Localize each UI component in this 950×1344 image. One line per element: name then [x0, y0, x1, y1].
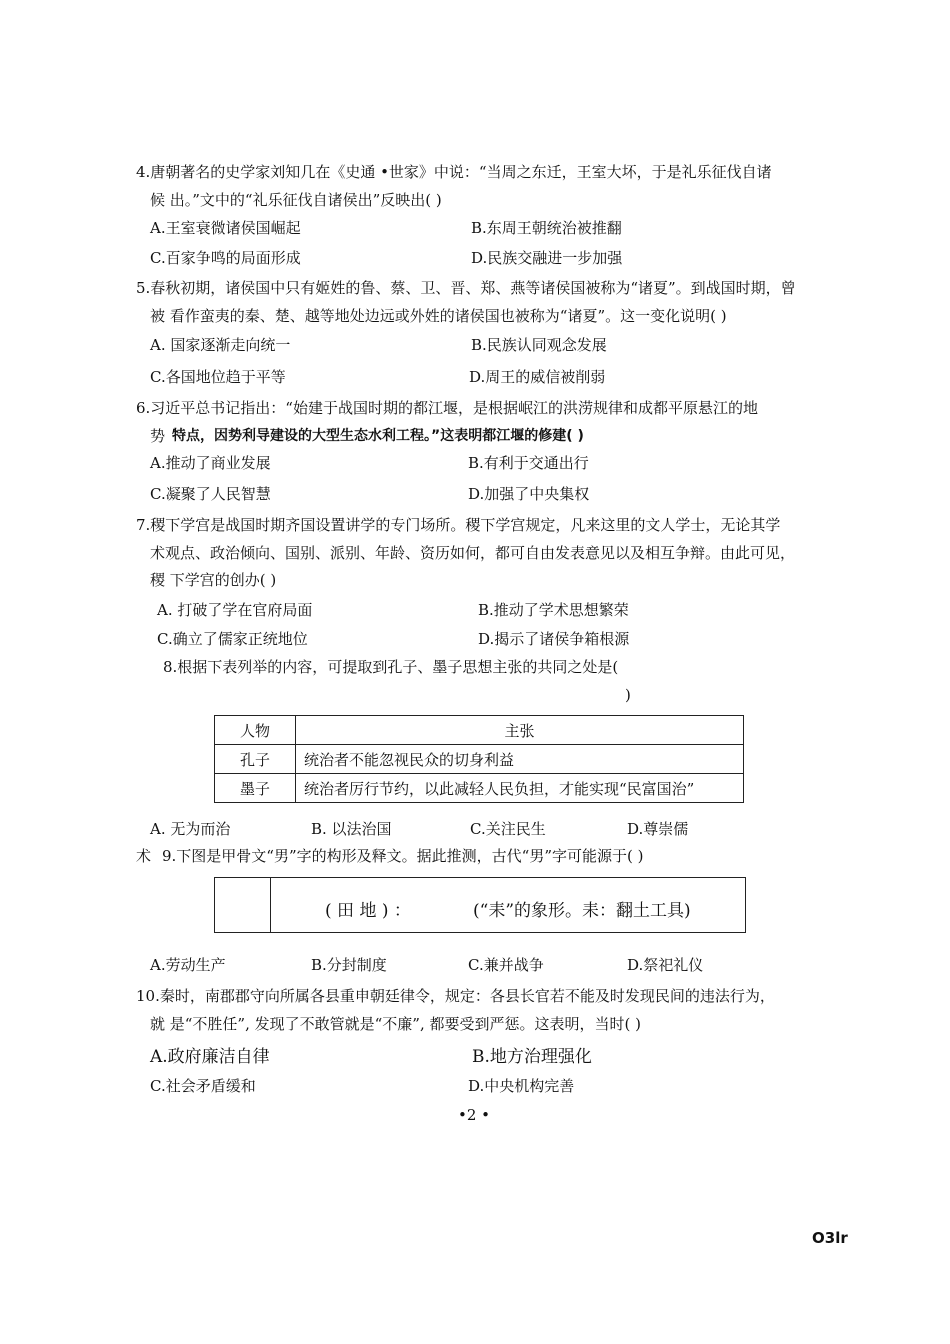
table-header-row	[215, 716, 744, 745]
q9-option-d: D.祭祀礼仪	[627, 956, 704, 974]
q9-option-a: A.劳动生产	[150, 956, 226, 974]
q8-option-a: A. 无为而治	[150, 820, 231, 838]
table-cell: 墨子	[215, 774, 296, 803]
q9-box-left-text: ( 田 地 ) ：	[325, 901, 411, 921]
q10-option-d: D.中央机构完善	[468, 1077, 575, 1095]
q4-stem-line1: 4.唐朝著名的史学家刘知几在《史通 •世家》中说：“当周之东迁，王室大坏，于是礼乐征伐自诸	[136, 163, 772, 181]
corner-mark: O3lr	[812, 1229, 848, 1247]
q10-stem-line1: 10.秦时，南郡郡守向所属各县重申朝廷律令，规定：各县长官若不能及时发现民间的违法行为，	[136, 987, 775, 1005]
q8-option-d: D.尊崇儒	[627, 820, 689, 838]
q5-option-a: A. 国家逐渐走向统一	[150, 336, 291, 354]
q7-stem-line2: 术观点、政治倾向、国别、派别、年龄、资历如何，都可自由发表意见以及相互争辩。由此可见，	[150, 544, 796, 562]
q9-option-c: C.兼并战争	[468, 956, 544, 974]
q6-option-c: C.凝聚了人民智慧	[150, 485, 271, 503]
q6-stem-line1: 6.习近平总书记指出：“始建于战国时期的都江堰，是根据岷江的洪涝规律和成都平原悬江的地	[136, 399, 758, 417]
table-header-cell: 人物	[215, 716, 296, 745]
q4-option-a: A.王室衰微诸侯国崛起	[150, 219, 301, 237]
q8-stem-line1: 8.根据下表列举的内容，可提取到孔子、墨子思想主张的共同之处是(	[163, 658, 619, 676]
table-row	[215, 745, 744, 774]
q10-option-a: A.政府廉洁自律	[150, 1047, 270, 1067]
table-header-cell: 主张	[296, 716, 744, 745]
q7-stem-line1: 7.稷下学宫是战国时期齐国设置讲学的专门场所。稷下学宫规定，凡来这里的文人学士，无论其学	[136, 516, 781, 534]
table-cell: 统治者厉行节约，以此减轻人民负担，才能实现“民富国治”	[296, 774, 744, 803]
q6-option-b: B.有利于交通出行	[468, 454, 589, 472]
q10-option-c: C.社会矛盾缓和	[150, 1077, 256, 1095]
q9-stem-line1: 9.下图是甲骨文“男”字的构形及释文。据此推测，古代“男”字可能源于( )	[162, 847, 644, 865]
q5-stem-line1: 5.春秋初期，诸侯国中只有姬姓的鲁、蔡、卫、晋、郑、燕等诸侯国被称为“诸夏”。到战国时期，曾	[136, 279, 796, 297]
q7-option-c: C.确立了儒家正统地位	[157, 630, 308, 648]
q4-option-b: B.东周王朝统治被推翻	[471, 219, 622, 237]
q5-option-c: C.各国地位趋于平等	[150, 368, 286, 386]
table-row	[215, 774, 744, 803]
q8-option-c: C.关注民生	[470, 820, 546, 838]
q5-option-b: B.民族认同观念发展	[471, 336, 607, 354]
q6-option-a: A.推动了商业发展	[150, 454, 271, 472]
q7-stem-line3: 稷 下学宫的创办( )	[150, 571, 277, 589]
table-cell: 孔子	[215, 745, 296, 774]
page-number: •2 •	[458, 1106, 491, 1124]
q7-option-d: D.揭示了诸侯争箱根源	[478, 630, 630, 648]
q7-option-b: B.推动了学术思想繁荣	[478, 601, 629, 619]
q9-option-b: B.分封制度	[311, 956, 387, 974]
q7-option-a: A. 打破了学在官府局面	[157, 601, 313, 619]
q8-table	[214, 715, 744, 803]
q9-box-right-text: (“耒”的象形。耒：翻土工具)	[473, 901, 691, 921]
q6-stem-line2-bold: 特点，因势利导建设的大型生态水利工程。”这表明都江堰的修建( )	[172, 428, 584, 444]
q4-option-d: D.民族交融进一步加强	[471, 249, 623, 267]
table-cell: 统治者不能忽视民众的切身利益	[296, 745, 744, 774]
q9-prefix: 术	[136, 847, 152, 865]
q8-stem-line2: )	[625, 686, 631, 704]
q6-option-d: D.加强了中央集权	[468, 485, 590, 503]
q6-stem-line2-lead: 势	[150, 427, 166, 445]
q9-glyph-cell	[215, 878, 271, 932]
q5-option-d: D.周王的威信被削弱	[469, 368, 606, 386]
q4-option-c: C.百家争鸣的局面形成	[150, 249, 301, 267]
q4-stem-line2: 候 出。”文中的“礼乐征伐自诸侯出”反映出( )	[150, 191, 442, 209]
q8-option-b: B. 以法治国	[311, 820, 392, 838]
q5-stem-line2: 被 看作蛮夷的秦、楚、越等地处边远或外姓的诸侯国也被称为“诸夏”。这一变化说明( )	[150, 307, 727, 325]
q10-option-b: B.地方治理强化	[472, 1047, 592, 1067]
q10-stem-line2: 就 是“不胜任”, 发现了不敢管就是“不廉”, 都要受到严惩。这表明，当时( )	[150, 1015, 641, 1033]
